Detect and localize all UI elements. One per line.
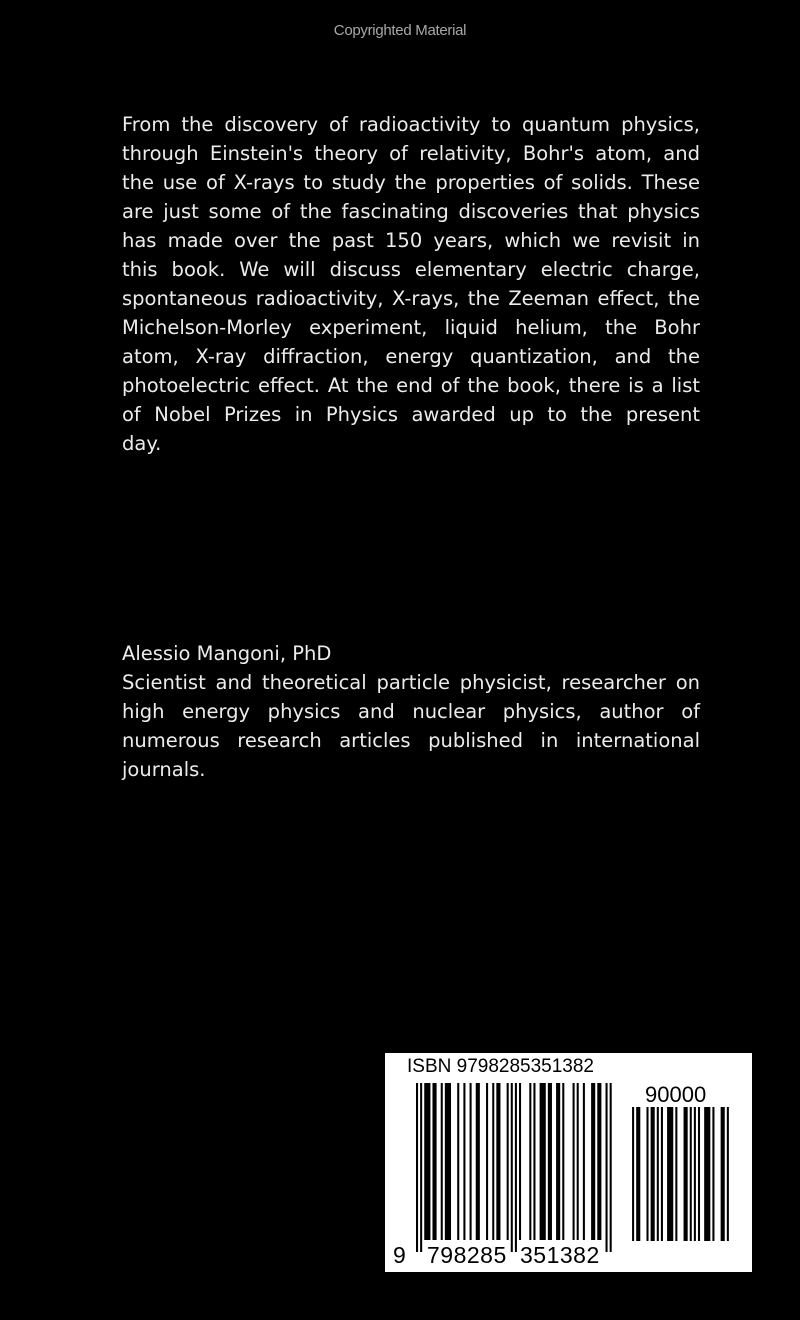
description-line: day. <box>122 432 162 455</box>
description-line: are just some of the fascinating discoveries that physics <box>122 200 700 223</box>
addon-bar <box>694 1107 696 1241</box>
description-line: photoelectric effect. At the end of the book, there is a list <box>122 374 700 397</box>
barcode-bar <box>573 1083 575 1240</box>
addon-bar <box>704 1107 710 1241</box>
bio-line: numerous research articles published in international <box>122 729 700 752</box>
isbn-barcode <box>385 1053 752 1272</box>
barcode-bar <box>515 1083 517 1252</box>
barcode-bar <box>533 1083 535 1240</box>
addon-bar <box>721 1107 725 1241</box>
barcode-bar <box>507 1083 509 1240</box>
barcode-bar <box>597 1083 601 1240</box>
barcode-bar <box>416 1083 418 1252</box>
addon-bar <box>684 1107 688 1241</box>
addon-bar <box>675 1107 677 1241</box>
barcode-bar <box>445 1083 451 1240</box>
barcode-bar <box>529 1083 531 1240</box>
barcode-bar <box>470 1083 472 1240</box>
barcode-left-digits: 798285 <box>427 1242 507 1268</box>
barcode-bar <box>556 1083 560 1240</box>
barcode-bar <box>577 1083 579 1240</box>
addon-bar <box>690 1107 692 1241</box>
isbn-label: ISBN 9798285351382 <box>407 1056 594 1077</box>
barcode-bar <box>432 1083 436 1240</box>
barcode-bar <box>492 1083 494 1240</box>
description-line: From the discovery of radioactivity to quantum physics, <box>122 113 700 136</box>
bio-line: Scientist and theoretical particle physicist, researcher on <box>122 671 700 694</box>
barcode-bar <box>476 1083 480 1240</box>
addon-bar <box>661 1107 663 1241</box>
addon-bar <box>698 1107 700 1241</box>
bio-line: high energy physics and nuclear physics, author of <box>122 700 700 723</box>
addon-bar <box>646 1107 648 1241</box>
barcode-right-digits: 351382 <box>520 1242 600 1268</box>
addon-bar <box>632 1107 634 1241</box>
barcode-bar <box>463 1083 465 1240</box>
barcode-bar <box>441 1083 443 1240</box>
description-line: this book. We will discuss elementary electric charge, <box>122 258 700 281</box>
bio-line: journals. <box>122 758 206 781</box>
addon-bar <box>712 1107 714 1241</box>
barcode-bar <box>540 1083 546 1240</box>
barcode-bar <box>486 1083 488 1240</box>
barcode-bar <box>591 1083 595 1240</box>
description-line: has made over the past 150 years, which we revisit in <box>122 229 700 252</box>
barcode-bar <box>511 1083 513 1252</box>
barcode-first-digit: 9 <box>393 1242 406 1268</box>
copyright-watermark: Copyrighted Material <box>333 22 467 39</box>
author-bio <box>122 639 700 784</box>
addon-digits: 90000 <box>645 1082 707 1107</box>
description-line: the use of X-rays to study the properties of solids. These <box>122 171 700 194</box>
description-line: Michelson-Morley experiment, liquid helium, the Bohr <box>122 316 700 339</box>
description-line: atom, X-ray diffraction, energy quantization, and the <box>122 345 700 368</box>
author-name: Alessio Mangoni, PhD <box>122 642 332 665</box>
book-description <box>122 110 700 458</box>
description-line: through Einstein's theory of relativity, Bohr's atom, and <box>122 142 700 165</box>
addon-bar <box>657 1107 659 1241</box>
description-line: spontaneous radioactivity, X-rays, the Zeeman effect, the <box>122 287 700 310</box>
barcode-bar <box>496 1083 500 1240</box>
barcode-bar <box>519 1083 521 1240</box>
barcode-bar <box>606 1083 608 1252</box>
barcode-bar <box>424 1083 430 1240</box>
addon-bar <box>651 1107 655 1241</box>
barcode-bar <box>420 1083 422 1252</box>
addon-bar <box>667 1107 673 1241</box>
barcode-bar <box>548 1083 552 1240</box>
barcode-bar <box>610 1083 612 1252</box>
barcode-bar <box>457 1083 459 1240</box>
description-line: of Nobel Prizes in Physics awarded up to the present <box>122 403 700 426</box>
barcode-bar <box>583 1083 585 1240</box>
addon-bar <box>727 1107 729 1241</box>
addon-bar <box>636 1107 640 1241</box>
barcode-bar <box>562 1083 564 1240</box>
